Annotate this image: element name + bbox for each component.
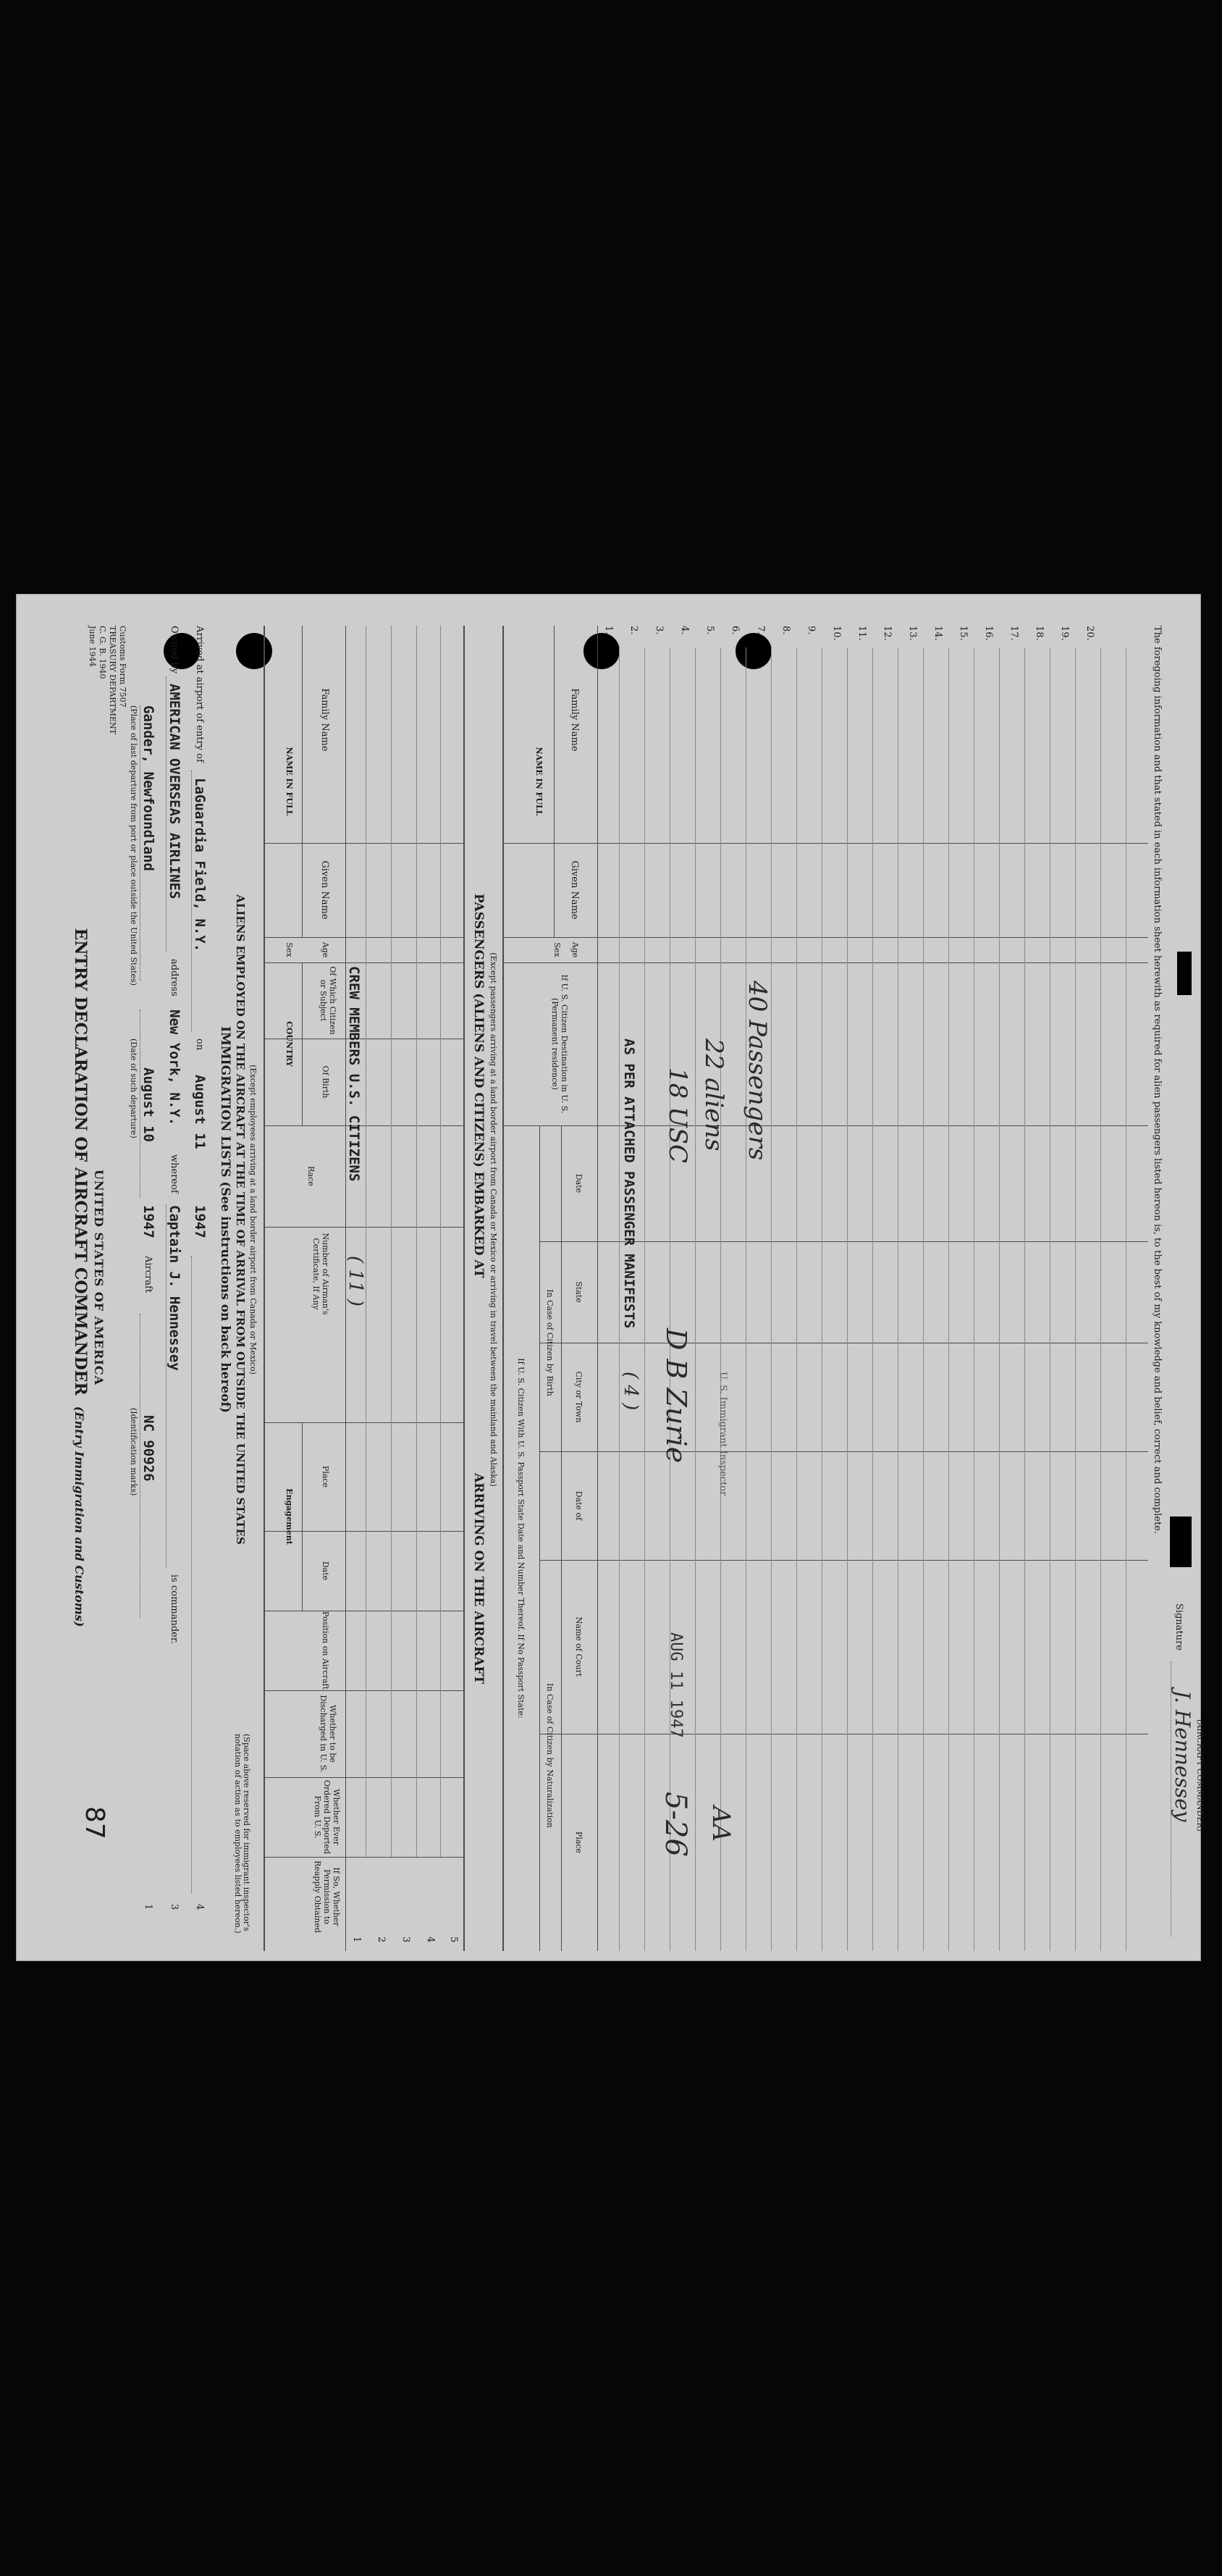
p-header-destination: If U. S. Citizen Destination in U. S. (Permanent residence)	[549, 974, 569, 1114]
departure-place: Gander, Newfoundland	[140, 705, 156, 871]
handwritten-note: 22 aliens	[699, 1039, 728, 1151]
sheet-edge-mark	[1177, 952, 1192, 995]
inspector-note: (Space above reserved for immigrant inspector's notation of action as to employees listed hereon.)	[232, 1734, 251, 1934]
line-number: 4	[193, 1904, 205, 1910]
inspector-caption: U. S. Immigrant Inspector	[717, 1372, 728, 1496]
arrival-date: August 11	[191, 1075, 208, 1149]
header-name-in-full: NAME IN FULL	[284, 747, 294, 816]
header-race: Race	[306, 1166, 316, 1186]
arrival-stamp-date: AUG 11 1947	[666, 1632, 685, 1738]
fill-line	[166, 676, 167, 952]
row-number: 2.	[628, 626, 639, 635]
header-date: Date	[320, 1561, 330, 1581]
row-number: 10.	[830, 626, 842, 641]
row-number: 5	[447, 1937, 459, 1943]
p-header-date-of: Date of	[573, 1490, 583, 1521]
handwritten-note: 18 USC	[662, 1067, 692, 1164]
row-number: 3.	[653, 626, 665, 635]
p-header-place: Place	[573, 1831, 583, 1854]
title-sub: (Entry Immigration and Customs)	[72, 1406, 86, 1627]
p-header-age: Age	[570, 941, 580, 958]
p-header-court: Name of Court	[573, 1616, 583, 1677]
section1-note: (Except employees arriving at a land border airport from Canada or Mexico)	[248, 1065, 258, 1375]
row-number: 16.	[982, 626, 994, 641]
row-number: 14.	[932, 626, 943, 641]
signature-label: Signature	[1173, 1603, 1184, 1651]
departure-date-caption: (Date of such departure)	[128, 1039, 138, 1138]
row-number: 6.	[729, 626, 741, 635]
row-number: 2	[375, 1937, 387, 1943]
is-commander-label: is commander.	[168, 1574, 180, 1644]
line-number: 3	[168, 1904, 180, 1910]
crew-count-handwritten: ( 11 )	[344, 1256, 366, 1306]
address-label: address	[168, 959, 180, 997]
aircraft-label: Aircraft	[142, 1256, 153, 1293]
whereof-label: whereof	[168, 1154, 180, 1193]
form-title	[71, 821, 90, 1734]
aircraft-id: NC 90926	[140, 1415, 156, 1482]
header-citizen-of: Of Which Citizen or Subject	[318, 966, 337, 1035]
p-header-by-birth: In Case of Citizen by Birth	[544, 1289, 555, 1396]
fill-line	[191, 771, 192, 1031]
form-id-line: TREASURY DEPARTMENT	[107, 626, 117, 734]
header-if-so: If So, Whether Permission to Reapply Obtained	[312, 1860, 341, 1933]
header-of-birth: Of Birth	[320, 1065, 330, 1099]
header-place: Place	[320, 1465, 330, 1488]
arrived-label: Arrived at airport of entry of	[193, 626, 205, 763]
punch-hole	[736, 633, 772, 669]
row-number: 17.	[1008, 626, 1019, 641]
title-main: ENTRY DECLARATION OF AIRCRAFT COMMANDER	[70, 928, 90, 1396]
form-id-line: C. G. B. 1940	[97, 626, 107, 679]
header-sex: Sex	[284, 942, 294, 957]
row-number: 1.	[602, 626, 614, 635]
row-number: 19.	[1058, 626, 1070, 641]
header-airman-cert: Number of Airman's Certificate, If Any	[311, 1233, 330, 1315]
p-header-state: State	[573, 1281, 583, 1303]
header-age: Age	[320, 941, 330, 958]
form-id-line: June 1944	[87, 626, 97, 667]
header-whether-discharged: Whether to be Discharged in U. S.	[318, 1695, 337, 1773]
row-number: 18.	[1033, 626, 1045, 641]
row-number: 12.	[881, 626, 893, 641]
form-id-line: Customs Form 7507	[117, 626, 127, 708]
section1-heading: IMMIGRATION LISTS (See instructions on back hereof)	[217, 1026, 232, 1413]
row-number: 15.	[957, 626, 969, 641]
row-number: 9.	[805, 626, 817, 635]
fill-line	[191, 1256, 192, 1893]
signature-caption: (AIRCRAFT COMMANDER)	[1194, 1719, 1205, 1832]
row-number: 8.	[780, 626, 791, 635]
stamp-note-handwritten: AA	[706, 1806, 736, 1842]
section2-heading: PASSENGERS (ALIENS AND CITIZENS) EMBARKED AT	[471, 894, 486, 1278]
header-country: COUNTRY	[284, 1021, 294, 1067]
arrival-year: 1947	[191, 1205, 208, 1238]
owner-address: New York, N.Y.	[166, 1010, 182, 1126]
commander-name: Captain J. Hennessey	[166, 1205, 182, 1371]
fill-line	[166, 1205, 167, 1567]
section1-subheading: ALIENS EMPLOYED ON THE AIRCRAFT AT THE TIME OF ARRIVAL FROM OUTSIDE THE UNITED STATES	[233, 894, 247, 1545]
row-number: 11.	[856, 626, 867, 641]
departure-caption: (Place of last departure from port or place outside the United States)	[128, 705, 138, 986]
form-content-rotated	[26, 604, 1205, 1951]
manifest-count-handwritten: ( 4 )	[619, 1372, 641, 1411]
handwritten-note: 40 Passengers	[742, 981, 772, 1161]
declaration-form-sheet	[16, 594, 1205, 1961]
line-number: 1	[142, 1904, 153, 1910]
section2-note: (Except passengers arriving at a land border airport from Canada or Mexico or arriving in travel between the mainland and Alaska)	[488, 952, 498, 1487]
declaration-statement: The foregoing information and that stated in each information sheet herewith as required for alien passengers listed hereon is, to the best of my knowledge and belief, correct and complete.	[1151, 626, 1163, 1535]
row-number: 13.	[906, 626, 918, 641]
section2-heading-right: ARRIVING ON THE AIRCRAFT	[471, 1473, 486, 1685]
manifest-entry: AS PER ATTACHED PASSENGER MANIFESTS	[620, 1039, 637, 1329]
crew-entry: CREW MEMBERS U.S. CITIZENS	[345, 966, 362, 1182]
row-number: 1	[350, 1937, 362, 1943]
header-given-name: Given Name	[319, 860, 330, 920]
page-number: 87	[79, 1806, 109, 1839]
owned-by-label: Owned by	[168, 626, 180, 674]
departure-date: August 10	[140, 1067, 156, 1142]
p-header-date: Date	[573, 1173, 583, 1193]
punch-hole	[236, 633, 272, 669]
p-header-sex: Sex	[552, 942, 562, 957]
p-header-by-naturalization: In Case of Citizen by Naturalization	[544, 1683, 555, 1828]
p-header-name-in-full: NAME IN FULL	[534, 747, 544, 816]
p-header-given-name: Given Name	[568, 860, 580, 920]
country-heading: UNITED STATES OF AMERICA	[91, 1169, 106, 1386]
inspector-signature: D B Zurie	[660, 1328, 692, 1464]
header-whether-ordered: Whether Ever Ordered Deported From U. S.	[312, 1779, 341, 1855]
row-number: 4	[424, 1937, 436, 1943]
header-position: Position on Aircraft	[320, 1611, 330, 1690]
p-header-city: City or Town	[573, 1371, 583, 1423]
commander-signature: J. Hennessey	[1170, 1690, 1194, 1822]
form-id-block	[87, 626, 127, 734]
on-label: on	[193, 1039, 205, 1051]
departure-year: 1947	[140, 1205, 156, 1238]
p-header-passport: If U. S. Citizen With U. S. Passport State Date and Number Thereof. If No Passport State:	[515, 1358, 526, 1719]
stamp-code-handwritten: 5-26	[658, 1792, 692, 1857]
row-number: 20.	[1084, 626, 1095, 641]
owner-name: AMERICAN OVERSEAS AIRLINES	[166, 684, 182, 899]
punch-hole	[583, 633, 620, 669]
p-header-family-name: Family Name	[568, 688, 580, 752]
row-number: 7.	[754, 626, 766, 635]
header-engagement: Engagement	[284, 1488, 294, 1545]
sheet-edge-mark	[1170, 1516, 1192, 1567]
row-number: 5.	[704, 626, 715, 635]
header-family-name: Family Name	[319, 688, 330, 752]
row-number: 3	[400, 1937, 411, 1943]
arrival-airport: LaGuardia Field, N.Y.	[191, 778, 208, 952]
row-number: 4.	[678, 626, 690, 635]
aircraft-caption: (Identification marks)	[128, 1408, 138, 1496]
